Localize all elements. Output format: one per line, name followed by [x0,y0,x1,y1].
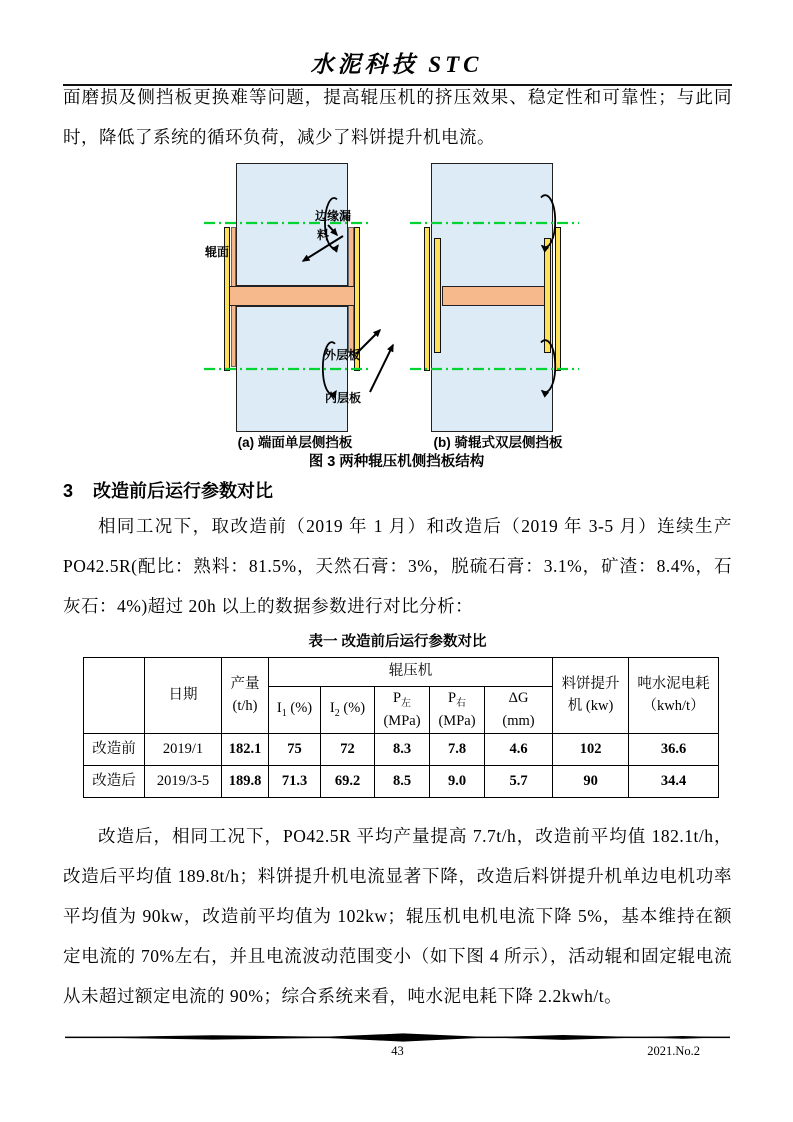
label-edge-leak-line1: 边缘漏 [314,209,351,223]
col-header-output: 产量 (t/h) [222,658,269,734]
issue-number: 2021.No.2 [647,1044,700,1058]
col-header-p-right: $P_右$ (MPa) [430,687,485,734]
cell-elevator: 90 [553,766,629,798]
footer-divider-line [63,1033,732,1043]
intro-paragraph: 面磨损及侧挡板更换难等问题，提高辊压机的挤压效果、稳定性和可靠性；与此同时，降低了系统的循环负荷，减少了料饼提升机电流。 [63,87,732,147]
cell-date: 2019/1 [145,734,222,766]
parameters-table [83,657,719,798]
leader-arrow-icon [303,225,393,392]
row-label: 改造后 [84,766,145,798]
cell-p-right: 7.8 [430,734,485,766]
figure-caption: 图 3 两种辊压机侧挡板结构 [308,454,485,470]
cell-elevator: 102 [553,734,629,766]
section-heading [63,477,732,503]
section-paragraph: 相同工况下，取改造前（2019 年 1 月）和改造后（2019 年 3-5 月）连续生产 PO42.5R(配比：熟料：81.5%，天然石膏：3%，脱硫石膏：3.1%，矿渣：8.4%，石灰石：4%)超过 20h 以上的数据参数进行对比分析： [63,516,732,616]
col-header-cake-elevator: 料饼提升 机 (kw) [553,658,629,734]
label-roller-surface: 辊面 [205,245,230,259]
cell-date: 2019/3-5 [145,766,222,798]
group-header-roller-press: 辊压机 [269,658,553,687]
label-inner-plate: 内层板 [325,391,362,405]
cell-power: 34.4 [629,766,719,798]
cell-i2: 69.2 [321,766,375,798]
col-header-p-left: $P_左$ (MPa) [375,687,430,734]
table-row-after [84,766,719,798]
cell-i2: 72 [321,734,375,766]
col-header-date: 日期 [145,658,222,734]
closing-paragraph: 改造后，相同工况下，PO42.5R 平均产量提高 7.7t/h，改造前平均值 182.1t/h，改造后平均值 189.8t/h；料饼提升机电流显著下降，改造后料饼提升机单边电机功率平均值为 90kw，改造前平均值为 102kw；辊压机电机电流下降 5%，基本维持在额定电流的 70%左右，并且电流波动范围变小（如下图 4 所示），活动辊和固定辊电流从未超过额定电流的 90%；综合系统来看，吨水泥电耗下降 2.2kwh/t。 [63,826,732,1006]
table-row-before [84,734,719,766]
row-label: 改造前 [84,734,145,766]
cell-i1: 71.3 [269,766,321,798]
cell-output: 182.1 [222,734,269,766]
label-edge-leak-line2: 料 [316,228,329,242]
col-header-i2: $I_2$ (%) [321,687,375,734]
cell-delta-g: 4.6 [485,734,553,766]
cell-output: 189.8 [222,766,269,798]
caption-diagram-b: (b) 骑辊式双层侧挡板 [433,435,563,450]
label-outer-plate: 外层板 [324,348,361,362]
corner-cell [84,658,145,734]
figure-annotation-layer [185,163,610,453]
journal-title: 水泥科技 STC [310,52,483,77]
cell-p-right: 9.0 [430,766,485,798]
figure-3 [185,163,610,453]
col-header-delta-g: ΔG (mm) [485,687,553,734]
section-title: 改造前后运行参数对比 [93,481,274,501]
rotation-arrow-icon [323,195,555,394]
col-header-power-consumption: 吨水泥电耗 （kwh/t） [629,658,719,734]
cell-p-left: 8.5 [375,766,430,798]
cell-p-left: 8.3 [375,734,430,766]
cell-power: 36.6 [629,734,719,766]
cell-delta-g: 5.7 [485,766,553,798]
section-number: 3 [63,481,74,501]
caption-diagram-a: (a) 端面单层侧挡板 [237,435,353,450]
table-caption: 表一 改造前后运行参数对比 [308,634,487,650]
col-header-i1: $I_1$ (%) [269,687,321,734]
cell-i1: 75 [269,734,321,766]
page-number: 43 [391,1044,404,1058]
